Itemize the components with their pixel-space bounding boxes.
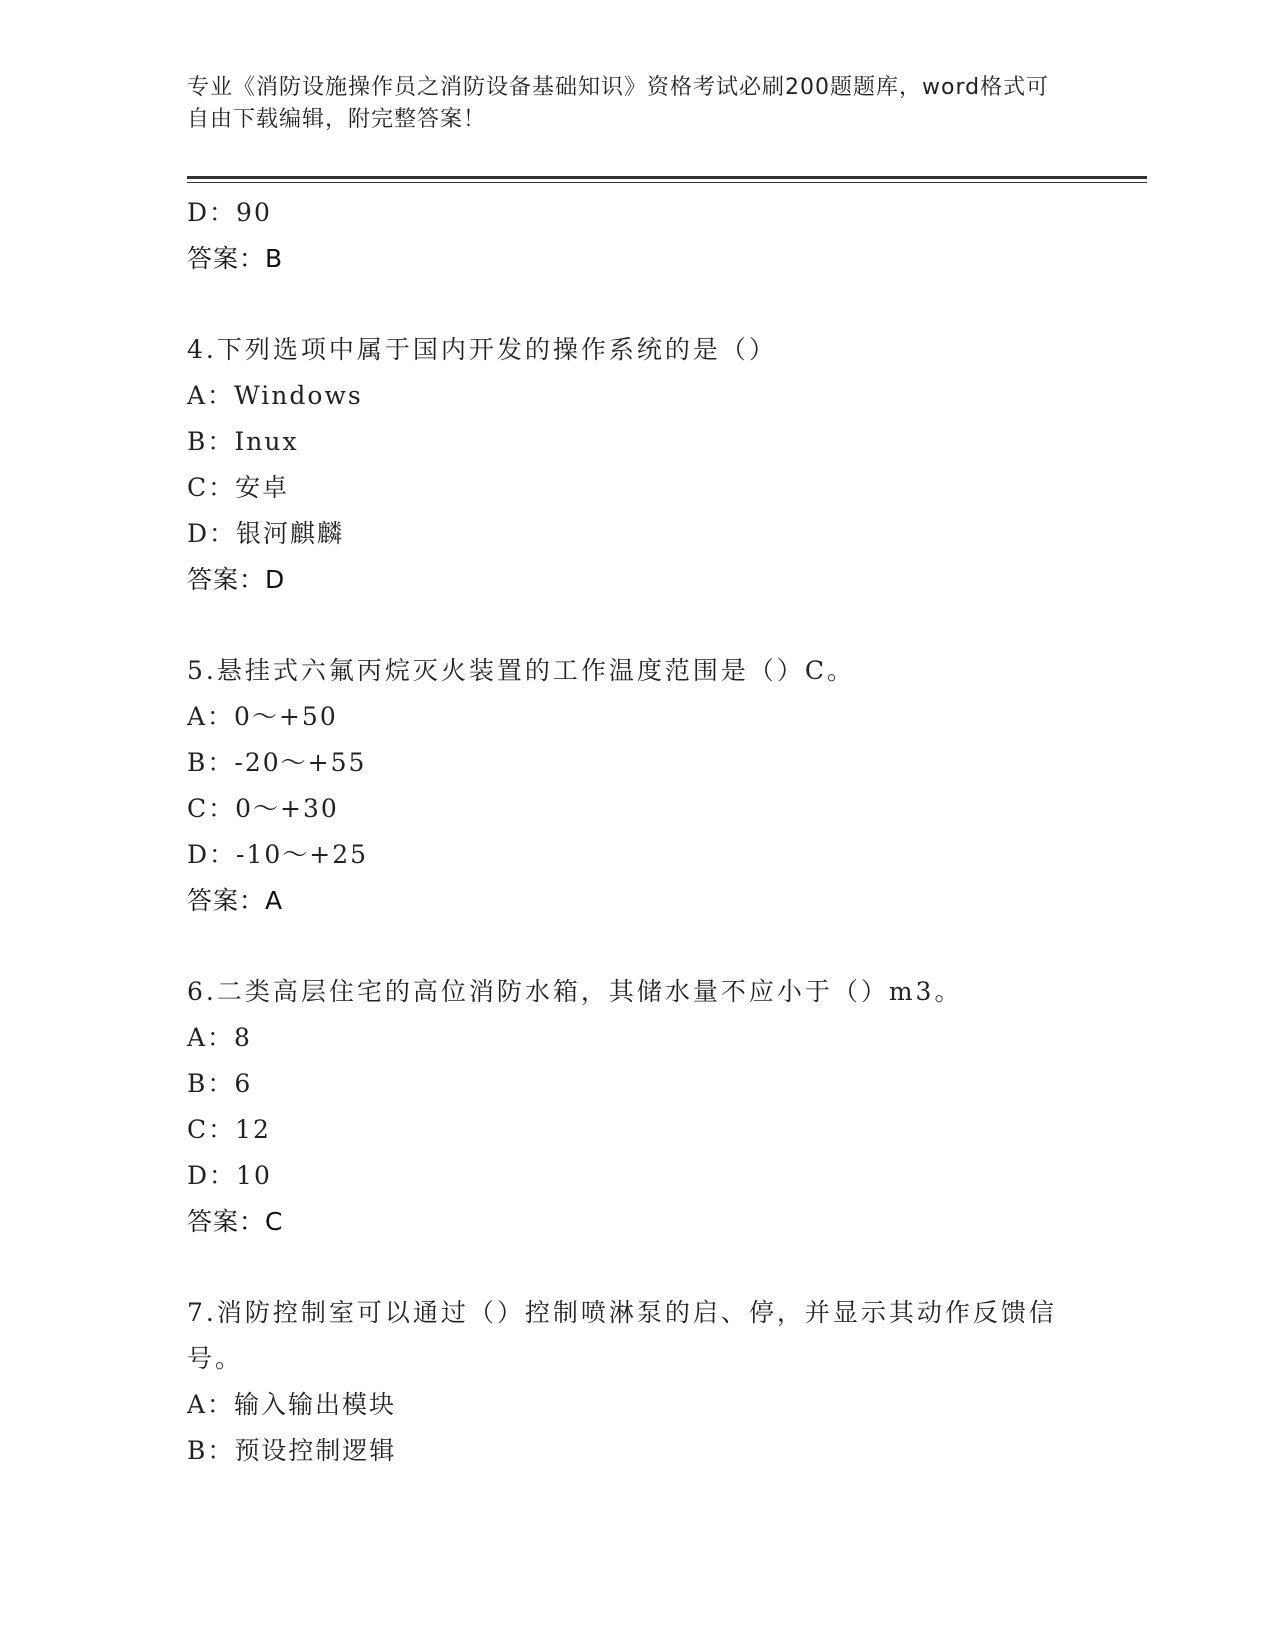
- answer-label: 答案：A: [187, 886, 284, 915]
- question-6: [187, 969, 1087, 1245]
- header-divider-thick: [187, 176, 1147, 179]
- option-c: C：安卓: [187, 473, 290, 502]
- option-c: C：0～+30: [187, 794, 339, 823]
- answer-label: 答案：D: [187, 565, 286, 594]
- option-c: C：12: [187, 1115, 271, 1144]
- answer-label: 答案：B: [187, 244, 284, 273]
- answer-label: 答案：C: [187, 1207, 284, 1236]
- question-stem: 4.下列选项中属于国内开发的操作系统的是（）: [187, 335, 777, 364]
- question-5: [187, 648, 1087, 924]
- question-stem: 6.二类高层住宅的高位消防水箱，其储水量不应小于（）m3。: [187, 977, 963, 1006]
- option-d: D：银河麒麟: [187, 519, 345, 548]
- option-b: B：6: [187, 1069, 253, 1098]
- question-7: [187, 1290, 1087, 1474]
- question-4: [187, 327, 1087, 603]
- option-b: B：-20～+55: [187, 748, 367, 777]
- question-list: [187, 190, 1087, 1474]
- option-b: B：预设控制逻辑: [187, 1436, 397, 1465]
- page-header: 专业《消防设施操作员之消防设备基础知识》资格考试必刷200题题库，word格式可自由下载编辑，附完整答案！: [187, 75, 1050, 132]
- option-a: A：输入输出模块: [187, 1390, 397, 1419]
- question-stem: 5.悬挂式六氟丙烷灭火装置的工作温度范围是（）C。: [187, 656, 855, 685]
- header-divider-thin: [187, 182, 1147, 183]
- question-stem: 7.消防控制室可以通过（）控制喷淋泵的启、停，并显示其动作反馈信号。: [187, 1298, 1057, 1373]
- option-a: A：0～+50: [187, 702, 338, 731]
- prev-question-tail: [187, 190, 1087, 282]
- option-a: A：8: [187, 1023, 252, 1052]
- option-d: D：-10～+25: [187, 840, 369, 869]
- option-a: A：Windows: [187, 381, 363, 410]
- option-d: D：90: [187, 198, 272, 227]
- option-d: D：10: [187, 1161, 272, 1190]
- option-b: B：Inux: [187, 427, 299, 456]
